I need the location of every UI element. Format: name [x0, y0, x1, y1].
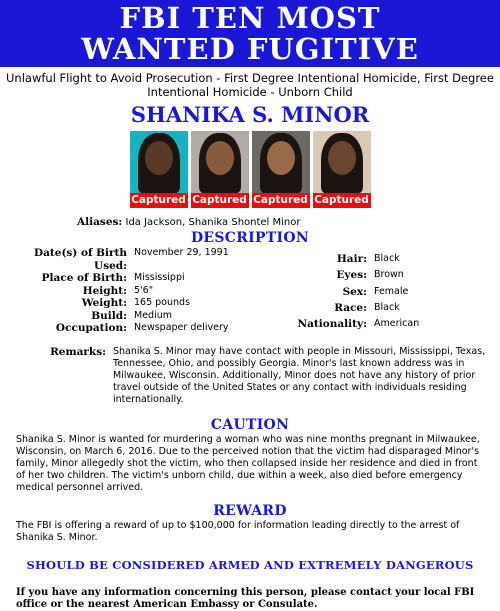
hair-label: Hair: [336, 253, 367, 265]
race-label: Race: [334, 301, 367, 314]
occupation-label: Occupation: [55, 322, 127, 334]
fugitive-photo-4 [313, 131, 371, 193]
photo-card-2[interactable] [191, 131, 249, 208]
fugitive-photo-1 [130, 131, 188, 193]
sex-label: Sex: [342, 285, 367, 298]
dob-value: November 29, 1991 [134, 247, 229, 258]
contact-instructions: If you have any information concerning this person, please contact your local FBI office or the nearest American Embassy or Consulate. [16, 586, 475, 610]
reward-heading: REWARD [213, 502, 287, 519]
nationality-value: American [374, 318, 420, 330]
eyes-label: Eyes: [336, 269, 367, 282]
description-heading: DESCRIPTION [190, 230, 310, 246]
captured-badge: Captured [131, 194, 186, 206]
weight-label: Weight: [81, 297, 127, 309]
height-value: 5'6" [134, 284, 154, 296]
caution-heading: CAUTION [210, 416, 290, 433]
description-right-column [254, 253, 474, 335]
sex-value: Female [374, 285, 409, 297]
eyes-value: Brown [374, 269, 404, 281]
photo-strip [0, 131, 500, 208]
aliases-row [0, 216, 500, 228]
nationality-label: Nationality: [297, 318, 367, 331]
fbi-banner [0, 0, 500, 67]
build-value: Medium [134, 309, 172, 321]
occupation-value: Newspaper delivery [134, 322, 229, 333]
fugitive-photo-3 [252, 131, 310, 193]
charges-text: Unlawful Flight to Avoid Prosecution - First Degree Intentional Homicide, First Degree Intentional Homicide - Unborn Child [6, 71, 494, 99]
dob-label: Date(s) of Birth Used: [34, 247, 127, 272]
captured-badge: Captured [192, 194, 247, 206]
description-left-column [0, 247, 254, 335]
aliases-label: Aliases: [77, 216, 123, 228]
birthplace-label: Place of Birth: [41, 272, 127, 284]
reward-text: The FBI is offering a reward of up to $100,000 for information leading directly to the arrest of Shanika S. Minor. [16, 519, 460, 543]
caution-text: Shanika S. Minor is wanted for murdering a woman who was nine months pregnant in Milwaukee, Wisconsin, on March 6, 2016. Due to the perceived notion that the victim had disparaged Minor's family, Minor allegedly shot the victim, who then collapsed inside her residence and died in front of her two children. The victim's unborn child, due within a week, also died before emergency medical personnel arrived. [16, 433, 480, 493]
captured-badge: Captured [253, 194, 308, 206]
race-value: Black [374, 301, 400, 313]
captured-badge: Captured [314, 194, 369, 206]
fugitive-name: SHANIKA S. MINOR [130, 102, 370, 127]
remarks-text: Shanika S. Minor may have contact with people in Missouri, Mississippi, Texas, Tennessee, Ohio, and possibly Georgia. Minor's last known address was in Milwaukee, Wisconsin. Additionally, Minor does not have any history of prior travel outside of the United States or any contact with individuals residing internationally. [113, 345, 486, 405]
armed-dangerous-warning: SHOULD BE CONSIDERED ARMED AND EXTREMELY DANGEROUS [26, 557, 474, 572]
fugitive-photo-2 [191, 131, 249, 193]
photo-card-1[interactable] [130, 131, 188, 208]
banner-line-2: WANTED FUGITIVE [81, 32, 419, 66]
description-table [0, 247, 500, 335]
aliases-value: Ida Jackson, Shanika Shontel Minor [125, 217, 301, 228]
weight-value: 165 pounds [134, 297, 191, 308]
banner-line-1: FBI TEN MOST [119, 1, 381, 35]
build-label: Build: [91, 309, 127, 322]
remarks-label: Remarks: [50, 345, 106, 358]
birthplace-value: Mississippi [134, 272, 185, 283]
hair-value: Black [374, 253, 400, 264]
photo-card-4[interactable] [313, 131, 371, 208]
photo-card-3[interactable] [252, 131, 310, 208]
height-label: Height: [82, 284, 127, 297]
remarks-row [0, 346, 500, 406]
